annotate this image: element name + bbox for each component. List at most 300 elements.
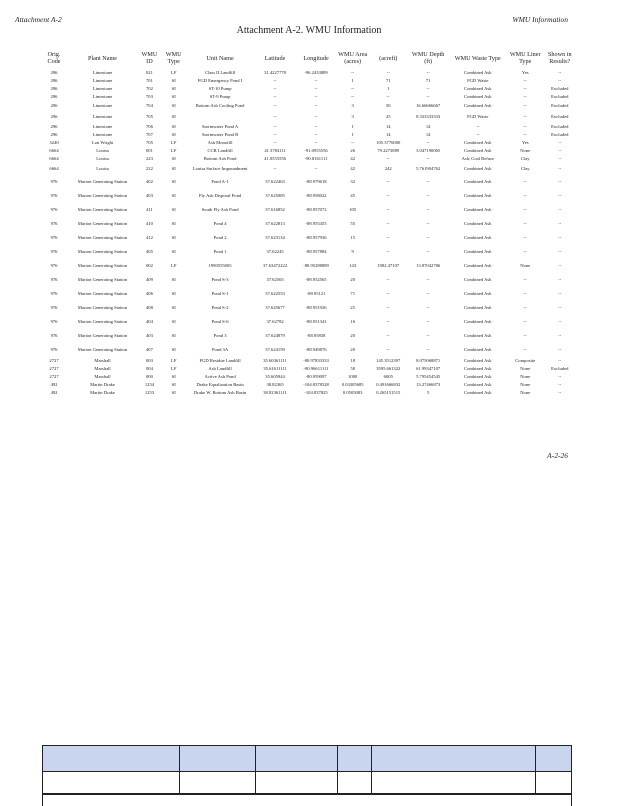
table-cell: 1253	[144, 389, 155, 395]
table-cell: --	[386, 206, 390, 212]
table-cell: Combined Ash	[464, 147, 492, 153]
table-cell: -91.0955556	[304, 147, 328, 153]
table-cell: Combined Ash	[464, 304, 492, 310]
table-cell: --	[314, 165, 318, 171]
table-cell: --	[314, 93, 318, 99]
table-cell: 296	[50, 85, 58, 91]
table-cell: --	[426, 318, 430, 324]
table-cell: 492	[50, 381, 58, 387]
table-cell: FGD Residue Landfill	[199, 357, 241, 363]
table-cell: 42	[350, 155, 355, 161]
column-header: WMU Area (acres)	[338, 51, 368, 65]
table-cell: --	[523, 131, 527, 137]
table-row	[40, 230, 576, 244]
table-cell: 000	[146, 373, 153, 379]
table-cell: --	[476, 131, 480, 137]
table-cell: LF	[171, 139, 177, 145]
table-cell: 79.2273889	[377, 147, 400, 153]
page-title: Attachment A-2. WMU Information	[236, 25, 382, 36]
table-cell: --	[426, 276, 430, 282]
column-header: (acreft)	[379, 54, 398, 62]
table-cell: --	[523, 304, 527, 310]
table-cell: 37.62782	[266, 318, 284, 324]
table-cell: Combined Ash	[464, 373, 492, 379]
table-cell: 002	[146, 262, 153, 268]
table-cell: Combined Ash	[464, 192, 492, 198]
table-cell: 707	[146, 131, 153, 137]
table-cell: None	[520, 365, 531, 371]
table-cell: SI	[171, 77, 176, 83]
table-cell: Excluded	[551, 102, 569, 108]
table-cell: --	[273, 102, 277, 108]
table-cell: Clay	[520, 165, 530, 171]
table-cell: 3.047190065	[416, 147, 441, 153]
table-cell: 105	[349, 206, 357, 212]
table-cell: --	[426, 93, 430, 99]
table-row	[40, 146, 576, 154]
table-cell: Combined Ash	[464, 220, 492, 226]
table-cell: -88.951926	[305, 304, 327, 310]
table-cell: 296	[50, 69, 58, 75]
table-cell: 41.0555556	[264, 155, 286, 161]
table-cell: 296	[50, 102, 58, 108]
table-cell: None	[520, 381, 531, 387]
table-cell: 16.66666667	[416, 102, 441, 108]
table-cell: --	[558, 248, 562, 254]
table-cell: 404	[146, 318, 153, 324]
table-cell: SI	[171, 381, 176, 387]
table-cell: --	[386, 178, 390, 184]
table-cell: --	[558, 147, 562, 153]
table-cell: 296	[50, 93, 58, 99]
table-cell: --	[558, 346, 562, 352]
table-cell: Combined Ash	[464, 357, 492, 363]
table-cell: --	[426, 206, 430, 212]
table-cell: Limestone	[92, 131, 113, 137]
table-cell: 976	[50, 304, 58, 310]
table-cell: 35.61611111	[263, 365, 287, 371]
table-cell: 1	[351, 123, 354, 129]
table-cell: Marshall	[94, 365, 111, 371]
table-cell: --	[426, 304, 430, 310]
table-cell: --	[426, 139, 430, 145]
table-cell: 15	[350, 234, 355, 240]
table-cell: --	[558, 155, 562, 161]
table-cell: --	[386, 93, 390, 99]
table-cell: --	[476, 123, 480, 129]
table-cell: Combined Ash	[464, 290, 492, 296]
table-cell: --	[426, 220, 430, 226]
table-cell: Marion Generating Station	[77, 290, 128, 296]
table-cell: --	[558, 77, 562, 83]
table-cell: --	[273, 123, 277, 129]
table-cell: SI	[171, 85, 176, 91]
table-cell: Louisa	[96, 155, 109, 161]
table-cell: 402	[146, 178, 153, 184]
column-header: Plant Name	[88, 54, 118, 62]
table-cell: Ash, Coal Refuse	[461, 155, 494, 161]
table-cell: 705	[146, 113, 153, 119]
table-cell: --	[386, 290, 390, 296]
table-row	[40, 100, 576, 110]
table-cell: 0.0505083	[342, 389, 363, 395]
table-cell: SI	[171, 155, 176, 161]
column-header: WMU Depth (ft)	[411, 51, 445, 65]
table-cell: 0.03305685	[341, 381, 364, 387]
table-cell: 37.623134	[265, 234, 285, 240]
table-cell: --	[426, 155, 430, 161]
table-cell: --	[558, 373, 562, 379]
table-cell: Pond 1	[213, 248, 227, 254]
table-cell: Excluded	[551, 85, 569, 91]
table-row	[40, 92, 576, 100]
table-cell: -80.97833333	[303, 357, 329, 363]
table-cell: 701	[146, 77, 153, 83]
table-cell: --	[523, 113, 527, 119]
column-header: WMU Waste Type	[454, 54, 501, 62]
table-cell: 2727	[49, 373, 59, 379]
table-cell: LF	[171, 262, 177, 268]
table-cell: Combined Ash	[464, 276, 492, 282]
table-cell: 976	[50, 262, 58, 268]
table-cell: 003	[146, 357, 153, 363]
table-cell: --	[523, 85, 527, 91]
running-header-left: Attachment A-2	[15, 15, 62, 24]
table-cell: --	[386, 220, 390, 226]
table-cell: -88.951341	[305, 318, 327, 324]
table-cell: --	[386, 192, 390, 198]
table-cell: Pond S-1	[211, 290, 229, 296]
table-cell: --	[314, 85, 318, 91]
table-cell: 976	[50, 220, 58, 226]
table-cell: --	[523, 234, 527, 240]
table-cell: SI	[171, 290, 176, 296]
table-cell: 31.4227778	[264, 69, 286, 75]
table-row	[40, 130, 576, 138]
table-cell: 9	[351, 248, 354, 254]
table-cell: --	[558, 139, 562, 145]
table-row	[40, 342, 576, 356]
table-cell: --	[523, 77, 527, 83]
table-cell: --	[558, 332, 562, 338]
table-cell: --	[523, 346, 527, 352]
table-cell: Class II Landfill	[205, 69, 236, 75]
table-cell: --	[558, 389, 562, 395]
table-cell: Combined Ash	[464, 139, 492, 145]
table-cell: 14	[425, 123, 431, 129]
table-row	[40, 122, 576, 130]
table-cell: Louisa Surface Impoundment	[192, 165, 248, 171]
table-cell: -88.958022	[305, 192, 327, 198]
table-cell: 2727	[49, 357, 59, 363]
table-cell: Marion Generating Station	[77, 332, 128, 338]
table-cell: --	[523, 290, 527, 296]
table-cell: --	[351, 69, 355, 75]
table-cell: Louisa	[96, 147, 109, 153]
table-cell: 145.3512397	[376, 357, 401, 363]
table-cell: 35.60361111	[263, 357, 287, 363]
table-cell: --	[426, 178, 430, 184]
table-cell: 71	[385, 77, 391, 83]
table-row	[40, 328, 576, 342]
table-cell: SI	[171, 332, 176, 338]
table-cell: Excluded	[551, 123, 569, 129]
table-cell: --	[386, 155, 390, 161]
blank-table-row	[42, 772, 572, 794]
table-cell: --	[558, 262, 562, 268]
table-row	[40, 244, 576, 258]
table-cell: Pond 3A	[211, 346, 229, 352]
table-cell: Composite	[515, 357, 536, 363]
table-cell: Excluded	[551, 365, 569, 371]
table-row	[40, 138, 576, 146]
table-cell: 3	[351, 113, 354, 119]
table-cell: --	[558, 290, 562, 296]
table-cell: FGD Emergency Pond I	[197, 77, 243, 83]
table-cell: 0.265151515	[376, 389, 401, 395]
column-header: Shown in Results?	[547, 51, 572, 65]
table-cell: Combined Ash	[464, 85, 492, 91]
table-cell: None	[520, 389, 531, 395]
table-cell: South Fly Ash Pond	[201, 206, 239, 212]
table-cell: --	[351, 93, 355, 99]
column-header: Orig. Code	[47, 51, 61, 65]
table-cell: --	[558, 178, 562, 184]
table-cell: --	[558, 357, 562, 363]
table-cell: --	[523, 248, 527, 254]
table-cell: 406	[146, 290, 153, 296]
table-cell: Limestone	[92, 113, 113, 119]
table-cell: 3595.661322	[376, 365, 401, 371]
table-cell: Marion Generating Station	[77, 178, 128, 184]
table-cell: Combined Ash	[464, 346, 492, 352]
table-row	[40, 356, 576, 364]
table-cell: Bottom Ash Cooling Pond	[195, 102, 245, 108]
table-cell: 37.622463	[265, 178, 285, 184]
table-cell: --	[426, 85, 430, 91]
table-cell: 405	[146, 248, 153, 254]
table-cell: 976	[50, 206, 58, 212]
table-cell: SI	[171, 318, 176, 324]
table-cell: --	[273, 77, 277, 83]
table-cell: Combined Ash	[464, 206, 492, 212]
table-cell: 45	[350, 192, 355, 198]
table-cell: --	[314, 123, 318, 129]
table-cell: 20	[350, 276, 355, 282]
table-cell: Combined Ash	[464, 318, 492, 324]
table-cell: Marion Generating Station	[77, 276, 128, 282]
table-row	[40, 380, 576, 388]
table-cell: --	[386, 346, 390, 352]
table-cell: 6664	[49, 155, 59, 161]
table-cell: LF	[171, 147, 177, 153]
column-header: WMU ID	[141, 51, 158, 65]
table-cell: 6664	[49, 147, 59, 153]
table-cell: LF	[171, 357, 177, 363]
table-cell: SI	[171, 102, 176, 108]
table-row	[40, 258, 576, 272]
table-cell	[186, 110, 255, 122]
table-cell: 1982.47107	[377, 262, 400, 268]
table-cell: --	[273, 131, 277, 137]
table-cell: --	[523, 318, 527, 324]
table-cell: 37.622813	[265, 220, 285, 226]
table-cell: --	[523, 276, 527, 282]
table-cell: 26	[350, 147, 355, 153]
table-cell: --	[386, 234, 390, 240]
table-cell: 61.99347107	[416, 365, 441, 371]
table-cell: 38.82361111	[263, 389, 287, 395]
table-cell: --	[523, 206, 527, 212]
table-cell: Drake W. Bottom Ash Basin	[193, 389, 247, 395]
table-cell: 2727	[49, 365, 59, 371]
blank-table-row	[42, 794, 572, 806]
table-cell: Drake Equalization Basin	[196, 381, 244, 387]
column-header: WMU Type	[165, 51, 182, 65]
table-cell: 1	[351, 131, 354, 137]
table-cell: 6005	[383, 373, 393, 379]
table-cell: --	[558, 234, 562, 240]
table-cell: ST-9 Pump	[209, 93, 231, 99]
table-cell: 976	[50, 332, 58, 338]
table-cell: Marion Generating Station	[77, 248, 128, 254]
table-cell: Bottom Ash Pond	[203, 155, 237, 161]
table-cell: --	[558, 69, 562, 75]
table-cell: 223	[146, 155, 153, 161]
table-cell: --	[558, 206, 562, 212]
table-cell: 6664	[49, 165, 59, 171]
table-cell: Clay	[520, 155, 530, 161]
table-cell: 296	[50, 123, 58, 129]
table-cell: 37.62245	[266, 248, 284, 254]
table-row	[40, 216, 576, 230]
table-cell: 143	[349, 262, 357, 268]
table-cell: --	[314, 77, 318, 83]
table-cell: 409	[146, 276, 153, 282]
table-cell: Excluded	[551, 93, 569, 99]
table-cell: Marion Generating Station	[77, 346, 128, 352]
table-cell: 703	[146, 93, 153, 99]
table-cell: SI	[171, 178, 176, 184]
table-cell: 1990555005	[208, 262, 232, 268]
table-cell: --	[523, 102, 527, 108]
table-cell: --	[351, 85, 355, 91]
table-cell: SI	[171, 389, 176, 395]
table-cell: --	[523, 220, 527, 226]
table-cell: --	[426, 69, 430, 75]
table-cell: SI	[171, 276, 176, 282]
table-cell: --	[558, 276, 562, 282]
table-cell: Ash Monofill	[207, 139, 233, 145]
table-cell: 58	[350, 365, 355, 371]
table-cell: 37.625677	[265, 304, 285, 310]
table-cell: 1000	[348, 373, 358, 379]
table-cell: Combined Ash	[464, 248, 492, 254]
table-header-row	[40, 48, 576, 68]
table-cell: SI	[171, 234, 176, 240]
table-cell: Marion Generating Station	[77, 318, 128, 324]
table-cell: -88.957072	[305, 206, 327, 212]
table-cell: Combined Ash	[464, 381, 492, 387]
table-cell: SI	[171, 248, 176, 254]
table-cell: 55	[350, 220, 355, 226]
table-cell: 20	[350, 346, 355, 352]
table-cell: Combined Ash	[464, 93, 492, 99]
table-cell: 5.761904762	[416, 165, 441, 171]
table-cell: Combined Ash	[464, 69, 492, 75]
table-cell: --	[386, 276, 390, 282]
table-cell: --	[273, 165, 277, 171]
table-cell: SI	[171, 165, 176, 171]
table-cell: Marshall	[94, 373, 111, 379]
table-cell: --	[558, 304, 562, 310]
table-cell: Martin Drake	[90, 389, 115, 395]
table-row	[40, 154, 576, 162]
table-cell: -80.959097	[305, 373, 327, 379]
table-cell: 403	[146, 332, 153, 338]
column-header: Latitude	[264, 54, 286, 62]
table-cell: SI	[171, 206, 176, 212]
table-cell: -88.957936	[305, 234, 327, 240]
table-cell: 37.62565	[266, 276, 284, 282]
table-cell: Marshall	[94, 357, 111, 363]
table-cell: --	[523, 178, 527, 184]
blank-table-header	[42, 745, 572, 772]
table-cell: Excluded	[551, 113, 569, 119]
table-cell: Marion Generating Station	[77, 220, 128, 226]
table-cell: SI	[171, 113, 176, 119]
table-cell: 706	[146, 123, 153, 129]
table-row	[40, 372, 576, 380]
table-cell: FGD Waste	[467, 113, 489, 119]
table-cell: Marion Generating Station	[77, 262, 128, 268]
table-row	[40, 272, 576, 286]
table-cell: --	[426, 248, 430, 254]
table-cell: -96.2433889	[304, 69, 328, 75]
table-cell: 37.622553	[265, 290, 285, 296]
table-row	[40, 300, 576, 314]
column-header: WMU Liner Type	[509, 51, 541, 65]
table-cell: 976	[50, 234, 58, 240]
table-cell: --	[386, 318, 390, 324]
table-cell: 412	[146, 234, 153, 240]
table-cell: 976	[50, 290, 58, 296]
table-cell: Pond 2	[213, 234, 227, 240]
table-cell: Pond S-2	[211, 304, 229, 310]
table-cell: 004	[146, 365, 153, 371]
table-cell: SI	[171, 93, 176, 99]
table-cell: 35.605944	[265, 373, 285, 379]
table-cell: 5.795454545	[416, 373, 441, 379]
table-cell: Combined Ash	[464, 365, 492, 371]
table-cell: -88.949876	[305, 346, 327, 352]
table-cell: 1	[387, 85, 390, 91]
table-cell: Combined Ash	[464, 332, 492, 338]
table-cell: --	[558, 381, 562, 387]
table-cell: 296	[50, 131, 58, 137]
table-row	[40, 202, 576, 216]
table-cell: 20	[350, 332, 355, 338]
table-cell: Combined Ash	[464, 389, 492, 395]
table-cell: Pond 3	[213, 332, 227, 338]
table-cell: 8.075068871	[416, 357, 441, 363]
table-cell: 50	[385, 102, 391, 108]
table-cell: Yes	[521, 69, 529, 75]
table-cell: 37.625085	[265, 192, 285, 198]
table-cell: -104.837825	[304, 389, 328, 395]
table-cell: 976	[50, 276, 58, 282]
table-cell: -88.955455	[305, 220, 327, 226]
